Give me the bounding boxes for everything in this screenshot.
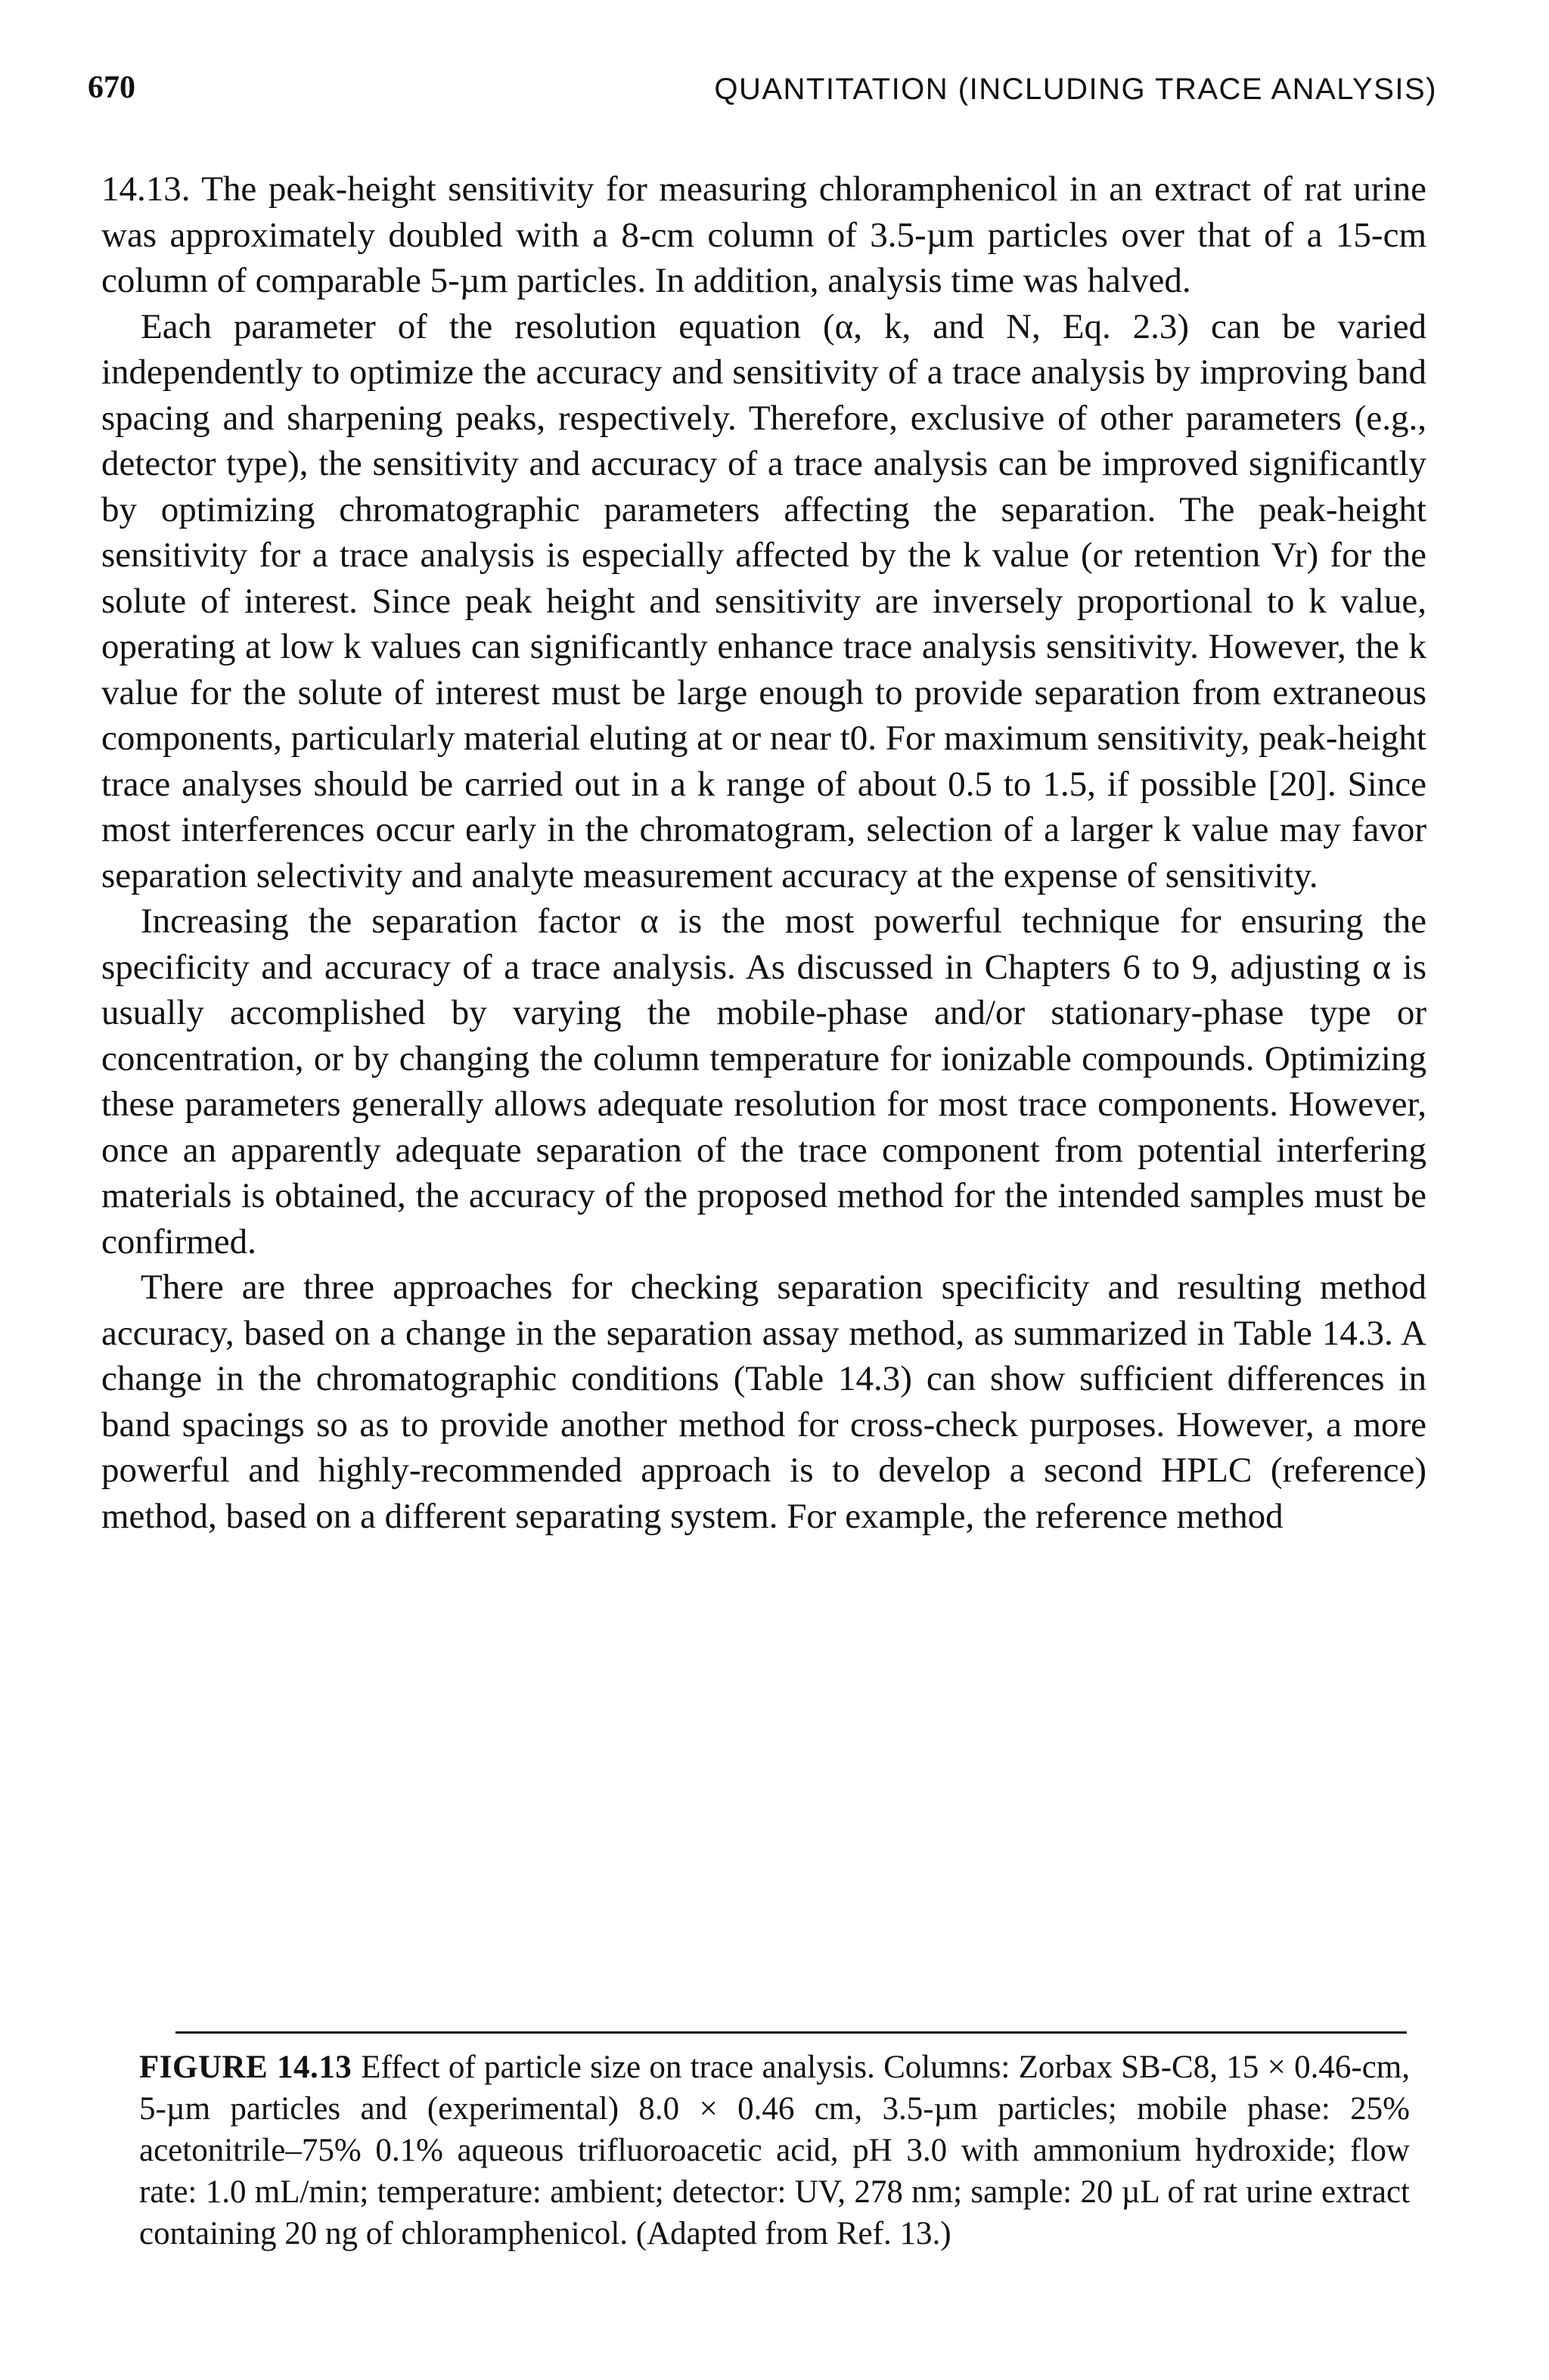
figure-caption-text: Effect of particle size on trace analysis. Columns: Zorbax SB-C8, 15 × 0.46-cm, 5-µm particles and (experimental) 8.0 × 0.46 cm, 3.5-µm particles; mobile phase: 25% acetonitrile–75% 0.1% aqueous trifluoroacetic acid, pH 3.0 with ammonium hydroxide; flow rate: 1.0 mL/min; temperature: ambient; detector: UV, 278 nm; sample: 20 µL of rat urine extract containing 20 ng of chloramphenicol. (Adapted from Ref. 13.)	[139, 2050, 1410, 2251]
running-title: QUANTITATION (INCLUDING TRACE ANALYSIS)	[714, 73, 1437, 106]
paragraph-checking-specificity: There are three approaches for checking separation specificity and resulting method accuracy, based on a change in the separation assay method, as summarized in Table 14.3. A change in the chromatographic conditions (Table 14.3) can show sufficient differences in band spacings so as to provide another method for cross-check purposes. However, a more powerful and highly-recommended approach is to develop a second HPLC (reference) method, based on a different separating system. For example, the reference method	[101, 1268, 1426, 1536]
paragraph-resolution-parameters: Each parameter of the resolution equation (α, k, and N, Eq. 2.3) can be varied independently to optimize the accuracy and sensitivity of a trace analysis by improving band spacing and sharpening peaks, respectively. Therefore, exclusive of other parameters (e.g., detector type), the sensitivity and accuracy of a trace analysis can be improved significantly by optimizing chromatographic parameters affecting the separation. The peak-height sensitivity for a trace analysis is especially affected by the k value (or retention Vr) for the solute of interest. Since peak height and sensitivity are inversely proportional to k value, operating at low k values can significantly enhance trace analysis sensitivity. However, the k value for the solute of interest must be large enough to provide separation from extraneous components, particularly material eluting at or near t0. For maximum sensitivity, peak-height trace analyses should be carried out in a k range of about 0.5 to 1.5, if possible [20]. Since most interferences occur early in the chromatogram, selection of a larger k value may favor separation selectivity and analyte measurement accuracy at the expense of sensitivity.	[101, 306, 1426, 895]
figure-caption-label: FIGURE 14.13	[139, 2050, 352, 2085]
paragraph-separation-factor: Increasing the separation factor α is the most powerful technique for ensuring the specificity and accuracy of a trace analysis. As discussed in Chapters 6 to 9, adjusting α is usually accomplished by varying the mobile-phase and/or stationary-phase type or concentration, or by changing the column temperature for ionizable compounds. Optimizing these parameters generally allows adequate resolution for most trace components. However, once an apparently adequate separation of the trace component from potential interfering materials is obtained, the accuracy of the proposed method for the intended samples must be confirmed.	[101, 901, 1426, 1261]
caption-rule	[175, 2031, 1407, 2034]
figure-caption	[139, 2046, 1410, 2254]
paragraph-continuation: 14.13. The peak-height sensitivity for measuring chloramphenicol in an extract of rat urine was approximately doubled with a 8-cm column of 3.5-µm particles over that of a 15-cm column of comparable 5-µm particles. In addition, analysis time was halved.	[101, 169, 1426, 300]
page-number: 670	[88, 70, 135, 105]
body-text	[101, 166, 1426, 1539]
